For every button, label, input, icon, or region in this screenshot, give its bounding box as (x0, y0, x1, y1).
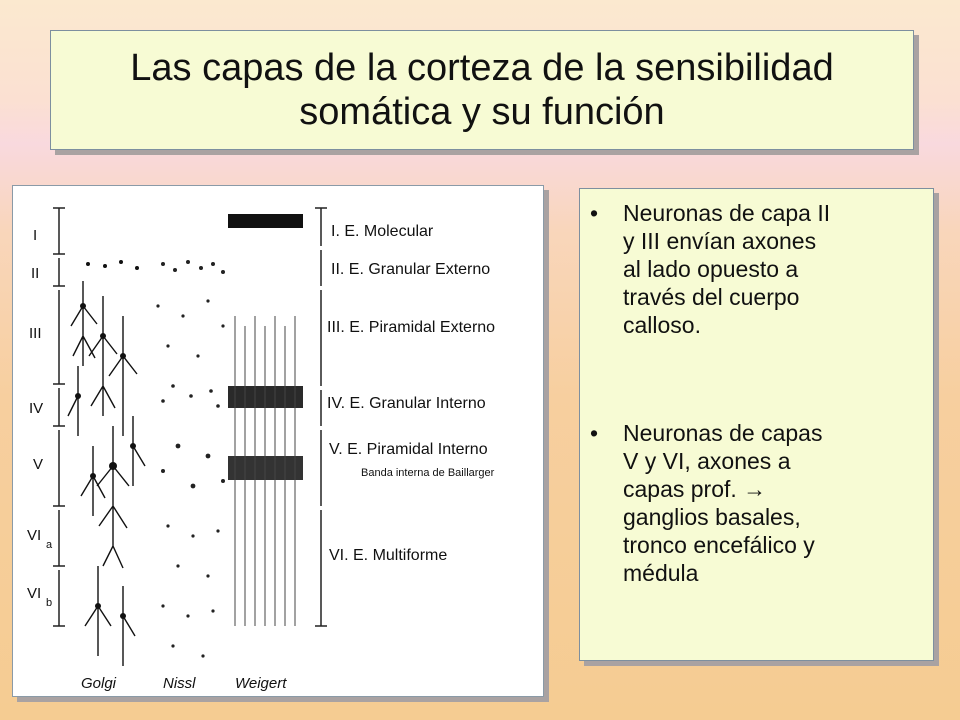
stain-label-golgi: Golgi (81, 675, 117, 692)
layer-label-I: I. E. Molecular (331, 223, 434, 240)
title-box (50, 30, 914, 150)
cortex-illustration (13, 186, 543, 696)
numeral-VIa: VI (27, 527, 42, 544)
bullet-1-line-3: al lado opuesto a (623, 256, 799, 282)
numeral-I: I (33, 227, 38, 244)
bullet-2-line-5: tronco encefálico y (623, 532, 815, 558)
bullet-2-line-3: capas prof. → (623, 476, 767, 502)
baillarger-band-label: Banda interna de Baillarger (361, 467, 495, 479)
left-brackets (53, 208, 65, 626)
cortex-layers-figure (12, 185, 544, 697)
bullet-text (623, 199, 923, 339)
bullet-marker: • (590, 200, 599, 226)
bullet-1-line-1: Neuronas de capa II (623, 200, 831, 226)
stain-label-nissl: Nissl (163, 675, 196, 692)
golgi-column (68, 281, 145, 666)
bullet-1-line-2: y III envían axones (623, 228, 817, 254)
nissl-column (156, 260, 225, 658)
numeral-II: II (31, 265, 40, 282)
bullet-2-line-2: V y VI, axones a (623, 448, 791, 474)
stain-label-weigert: Weigert (235, 675, 287, 692)
golgi-dots (75, 260, 139, 619)
bullet-text-box (579, 188, 934, 661)
weigert-column (228, 214, 303, 626)
bullet-text (623, 419, 923, 587)
numeral-V: V (33, 456, 44, 473)
layer-label-III: III. E. Piramidal Externo (327, 319, 496, 336)
bullet-1-line-5: calloso. (623, 312, 701, 338)
right-brackets (315, 208, 327, 626)
numeral-IV: IV (29, 400, 44, 417)
layer-label-II: II. E. Granular Externo (331, 261, 491, 278)
numeral-VIb-sub: b (46, 597, 53, 609)
slide-title-line-1: Las capas de la corteza de la sensibilidad (130, 47, 834, 89)
layer-label-VI: VI. E. Multiforme (329, 547, 448, 564)
bullet-1-line-4: través del cuerpo (623, 284, 800, 310)
layer-label-IV: IV. E. Granular Interno (327, 395, 486, 412)
bullet-2-line-6: médula (623, 560, 699, 586)
bullet-2-line-1: Neuronas de capas (623, 420, 823, 446)
numeral-VIa-sub: a (46, 539, 53, 551)
layer-label-V: V. E. Piramidal Interno (329, 441, 488, 458)
numeral-VIb: VI (27, 585, 42, 602)
slide-title-line-2: somática y su función (299, 91, 665, 133)
numeral-III: III (29, 325, 42, 342)
slide-title (130, 46, 833, 134)
bullet-marker: • (590, 420, 599, 446)
bullet-2-line-4: ganglios basales, (623, 504, 801, 530)
